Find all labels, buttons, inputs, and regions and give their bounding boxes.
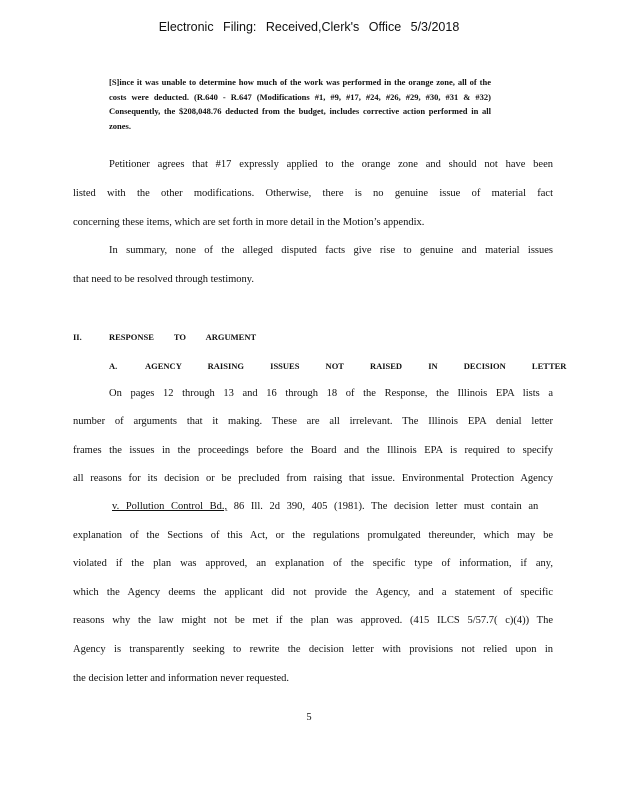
block-quote: [S]ince it was unable to determine how much of the work was performed in the orange zone, all of the costs were deducted. (R.640 - R.647 (Modifications #1, #9, #17, #24, #26, #29, #30, #31 & #32) Consequently, the $208,048.76 deducted from the budget, includes corrective action performed in all zones. bbox=[109, 77, 491, 131]
body-line: which the Agency deems the applicant did not provide the Agency, and a statement of specific bbox=[73, 587, 553, 598]
case-citation: v. Pollution Control Bd., bbox=[112, 501, 228, 512]
citation-rest: 86 Ill. 2d 390, 405 (1981). The decision letter must contain an bbox=[227, 501, 539, 512]
body-line: number of arguments that it making. These are all irrelevant. The Illinois EPA denial letter bbox=[73, 416, 553, 427]
citation-line bbox=[73, 501, 553, 512]
body-line: Petitioner agrees that #17 expressly applied to the orange zone and should not have been bbox=[109, 159, 553, 170]
section-number: II. bbox=[73, 332, 82, 342]
subsection-title: AGENCY RAISING ISSUES NOT RAISED IN DECISION LETTER bbox=[145, 361, 567, 371]
body-line: that need to be resolved through testimony. bbox=[73, 274, 254, 285]
body-line: listed with the other modifications. Otherwise, there is no genuine issue of material fact bbox=[73, 188, 553, 199]
page-number: 5 bbox=[306, 712, 312, 723]
body-line: In summary, none of the alleged disputed facts give rise to genuine and material issues bbox=[109, 245, 553, 256]
body-line: concerning these items, which are set forth in more detail in the Motion’s appendix. bbox=[73, 217, 425, 228]
body-line: Agency is transparently seeking to rewrite the decision letter with provisions not relied upon in bbox=[73, 644, 553, 655]
body-line: all reasons for its decision or be precluded from raising that issue. Environmental Protection Agency bbox=[73, 473, 553, 484]
subsection-letter: A. bbox=[109, 361, 118, 371]
body-line: violated if the plan was approved, an explanation of the specific type of information, if any, bbox=[73, 558, 553, 569]
body-line: reasons why the law might not be met if the plan was approved. (415 ILCS 5/57.7( c)(4)) The bbox=[73, 615, 553, 626]
body-line: On pages 12 through 13 and 16 through 18 of the Response, the Illinois EPA lists a bbox=[109, 388, 553, 399]
body-line: frames the issues in the proceedings before the Board and the Illinois EPA is required to specify bbox=[73, 445, 553, 456]
section-title: RESPONSE TO ARGUMENT bbox=[109, 332, 257, 342]
body-line: the decision letter and information never requested. bbox=[73, 673, 290, 684]
body-line: explanation of the Sections of this Act, or the regulations promulgated thereunder, which may be bbox=[73, 530, 553, 541]
filing-header: Electronic Filing: Received,Clerk's Office 5/3/2018 bbox=[158, 20, 460, 34]
